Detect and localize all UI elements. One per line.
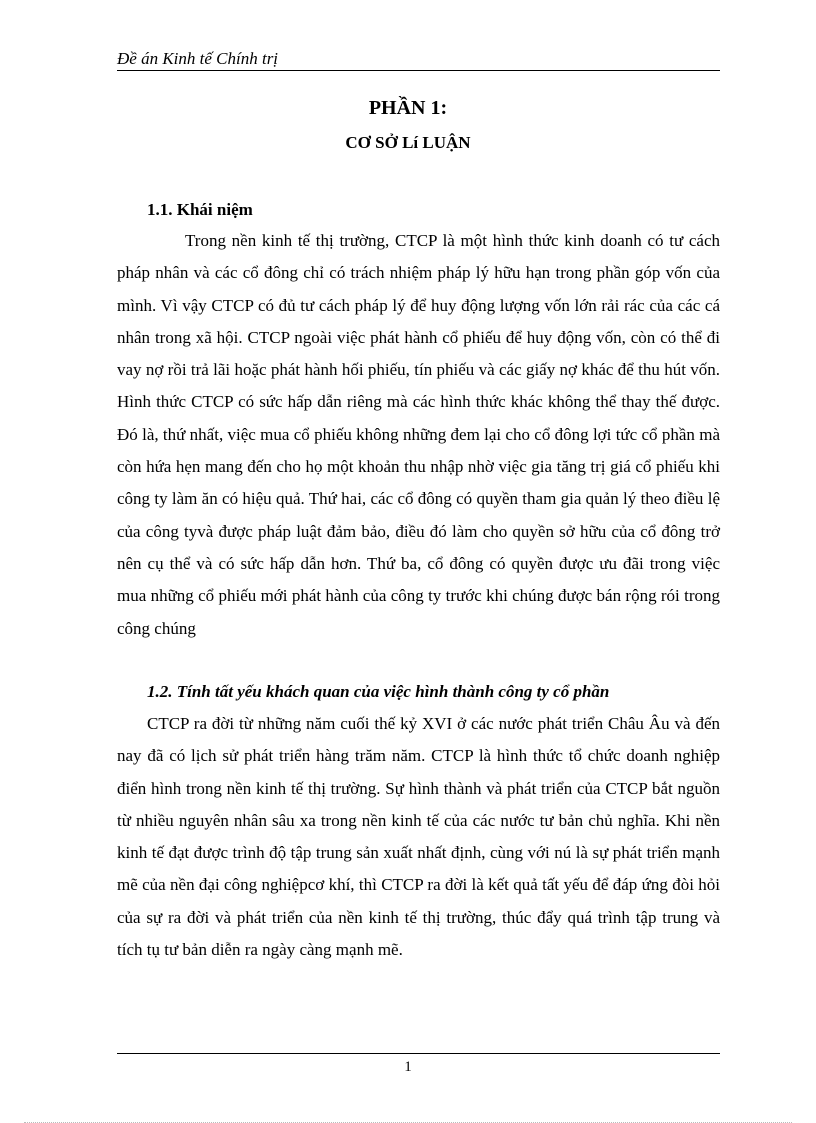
- section-heading-1-2: 1.2. Tính tất yếu khách quan của việc hình thành công ty cổ phần: [147, 682, 610, 701]
- section-paragraph-1-1: Trong nền kinh tế thị trường, CTCP là một hình thức kinh doanh có tư cách pháp nhân và các cổ đông chỉ có trách nhiệm pháp lý hữu hạn trong phần góp vốn của mình. Vì vậy CTCP có đủ tư cách pháp lý để huy động lượng vốn lớn rải rác của các cá nhân trong xã hội. CTCP ngoài việc phát hành cổ phiếu để huy động vốn, còn có thể đi vay nợ rồi trả lãi hoặc phát hành hối phiếu, tín phiếu và các giấy nợ khác để thu hút vốn. Hình thức CTCP có sức hấp dẫn riêng mà các hình thức khác không thể thay thế được. Đó là, thứ nhất, việc mua cổ phiếu không những đem lại cho cổ đông lợi tức cổ phần mà còn hứa hẹn mang đến cho họ một khoản thu nhập nhờ việc gia tăng trị giá cổ phiếu khi công ty làm ăn có hiệu quả. Thứ hai, các cổ đông có quyền tham gia quản lý theo điều lệ của công tyvà được pháp luật đảm bảo, điều đó làm cho quyền sở hữu của cổ đông trở nên cụ thể và có sức hấp dẫn hơn. Thứ ba, cổ đông có quyền được ưu đãi trong việc mua những cổ phiếu mới phát hành của công ty trước khi chúng được bán rộng rói trong công chúng: [117, 231, 720, 638]
- page-number: 1: [404, 1059, 412, 1075]
- footer-rule: [117, 1053, 720, 1054]
- part-subtitle: CƠ SỞ Lí LUẬN: [345, 133, 471, 152]
- section-paragraph-1-2: CTCP ra đời từ những năm cuối thế kỷ XVI ở các nước phát triển Châu Âu và đến nay đã có lịch sử phát triển hàng trăm năm. CTCP là hình thức tổ chức doanh nghiệp điển hình trong nền kinh tế thị trường. Sự hình thành và phát triển của CTCP bắt nguồn từ nhiều nguyên nhân sâu xa trong nền kinh tế của các nước tư bản chủ nghĩa. Khi nền kinh tế đạt được trình độ tập trung sản xuất nhất định, cùng với nú là sự phát triển mạnh mẽ của nền đại công nghiệpcơ khí, thì CTCP ra đời là kết quả tất yếu để đáp ứng đòi hỏi của sự ra đời và phát triển của nền kinh tế thị trường, thúc đẩy quá trình tập trung và tích tụ tư bản diễn ra ngày càng mạnh mẽ.: [117, 714, 720, 960]
- section-heading-1-1: 1.1. Khái niệm: [147, 200, 253, 219]
- running-header: Đề án Kinh tế Chính trị: [117, 48, 720, 71]
- part-title: PHẦN 1:: [368, 97, 448, 119]
